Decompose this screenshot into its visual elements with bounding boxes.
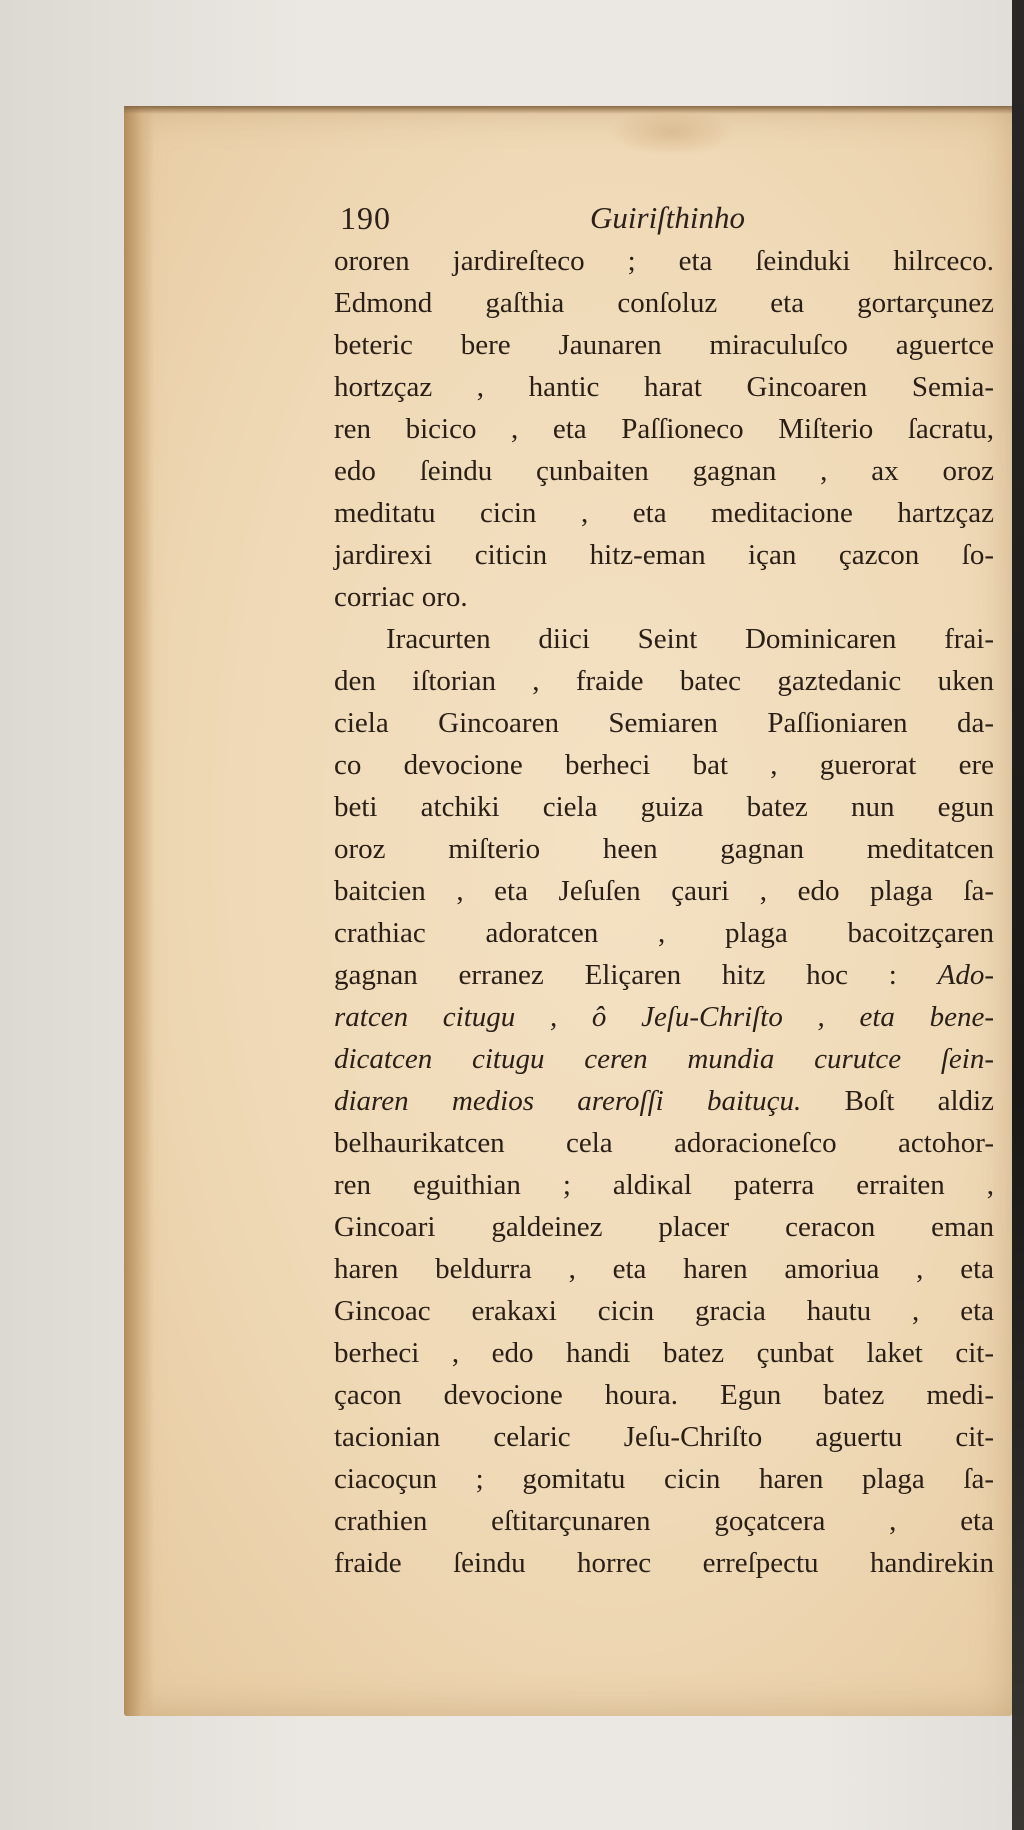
text-line: belhaurikatcen cela adoracioneſco actohor-	[334, 1127, 994, 1159]
text-line: baitcien , eta Jeſuſen çauri , edo plaga ſa-	[334, 875, 994, 907]
text-segment: gagnan erranez Eliçaren hitz hoc :	[334, 959, 897, 991]
italic-line	[334, 1038, 994, 1080]
text-line: den iſtorian , fraide batec gaztedanic uken	[334, 665, 994, 697]
text-line: jardirexi citicin hitz-eman içan çazcon ſo-	[334, 539, 994, 571]
italic-segment: Ado-	[937, 959, 995, 991]
page-top-shadow	[124, 106, 1012, 114]
body-text	[334, 240, 994, 1584]
text-line: ciacoçun ; gomitatu cicin haren plaga ſa-	[334, 1463, 994, 1495]
text-line: beteric bere Jaunaren miraculuſco aguertce	[334, 329, 994, 361]
text-line: ren eguithian ; aldiκal paterra erraiten ,	[334, 1169, 994, 1201]
running-title: Guiriſthinho	[590, 200, 746, 235]
text-line: crathien eſtitarçunaren goçatcera , eta	[334, 1505, 994, 1537]
text-line: hortzçaz , hantic harat Gincoaren Semia-	[334, 371, 994, 403]
page-number: 190	[340, 200, 391, 236]
text-line: ren bicico , eta Paſſioneco Miſterio ſacratu,	[334, 413, 994, 445]
text-line: Gincoac erakaxi cicin gracia hautu , eta	[334, 1295, 994, 1327]
text-line: ororen jardireſteco ; eta ſeinduki hilrceco.	[334, 245, 994, 277]
text-line: crathiac adoratcen , plaga bacoitzçaren	[334, 917, 994, 949]
page-gutter-shadow	[124, 106, 154, 1716]
text-line: meditatu cicin , eta meditacione hartzçaz	[334, 497, 994, 529]
book-spine-edge	[1012, 0, 1024, 1830]
italic-segment: dicatcen citugu ceren mundia curutce ſein-	[334, 1043, 994, 1075]
text-line-with-italic	[334, 954, 994, 996]
page-header	[340, 200, 980, 240]
text-line: berheci , edo handi batez çunbat laket cit-	[334, 1337, 994, 1369]
italic-segment: ratcen citugu , ô Jeſu-Chriſto , eta bene-	[334, 1001, 994, 1033]
text-line: corriac oro.	[334, 581, 468, 613]
text-line: beti atchiki ciela guiza batez nun egun	[334, 791, 994, 823]
text-line: edo ſeindu çunbaiten gagnan , ax oroz	[334, 455, 994, 487]
text-line: co devocione berheci bat , guerorat ere	[334, 749, 994, 781]
text-line: haren beldurra , eta haren amoriua , eta	[334, 1253, 994, 1285]
italic-line	[334, 996, 994, 1038]
text-line: fraide ſeindu horrec erreſpectu handirekin	[334, 1547, 994, 1579]
text-line: çacon devocione houra. Egun batez medi-	[334, 1379, 994, 1411]
text-line-with-italic	[334, 1080, 994, 1122]
text-line: oroz miſterio heen gagnan meditatcen	[334, 833, 994, 865]
text-segment: Boſt aldiz	[844, 1085, 994, 1117]
text-line: Edmond gaſthia conſoluz eta gortarçunez	[334, 287, 994, 319]
text-line: tacionian celaric Jeſu-Chriſto aguertu cit-	[334, 1421, 994, 1453]
paper-stain	[608, 108, 736, 156]
text-line: ciela Gincoaren Semiaren Paſſioniaren da-	[334, 707, 994, 739]
text-line: Gincoari galdeinez placer ceracon eman	[334, 1211, 994, 1243]
text-line: Iracurten diici Seint Dominicaren frai-	[386, 623, 994, 655]
italic-segment: diaren medios areroſſi baituçu.	[334, 1085, 802, 1117]
